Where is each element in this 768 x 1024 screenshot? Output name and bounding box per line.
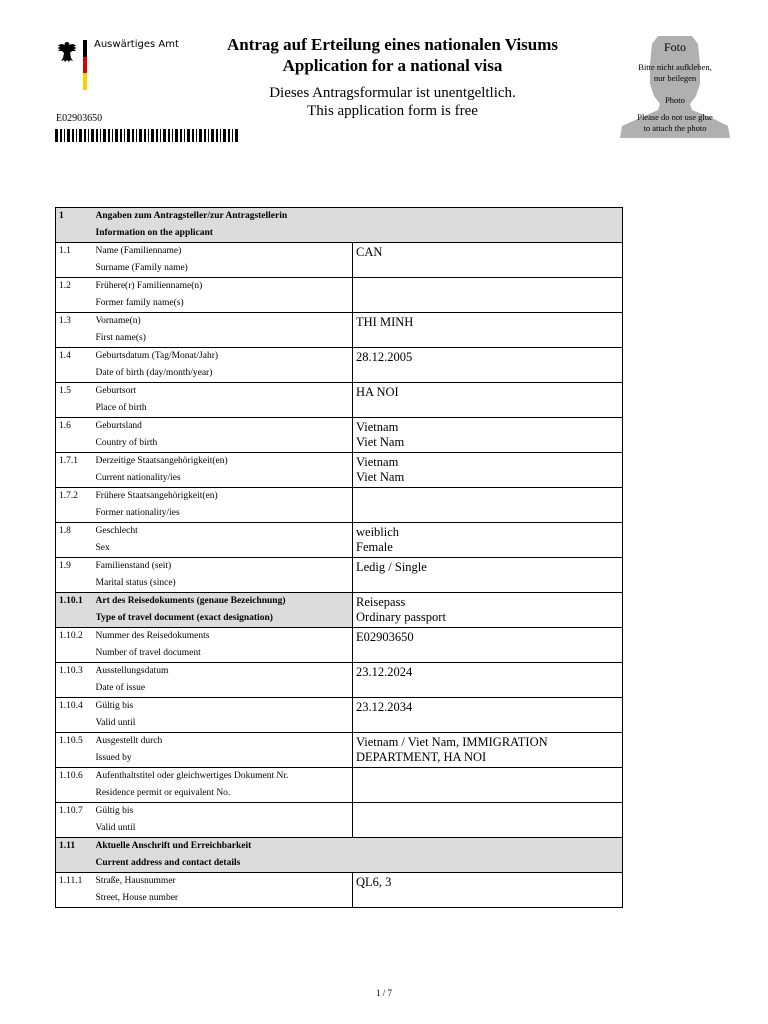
form-row-travel-document-number <box>56 628 623 663</box>
section-title-de: Aktuelle Anschrift und Erreichbarkeit <box>95 841 252 851</box>
field-number: 1.10.5 <box>56 733 93 768</box>
photo-note-en-line2: to attach the photo <box>643 123 707 133</box>
ministry-logo <box>56 38 196 98</box>
form-row-marital-status <box>56 558 623 593</box>
form-title <box>200 34 585 76</box>
field-label: Geburtsland Country of birth <box>93 418 353 453</box>
free-note-de: Dieses Antragsformular ist unentgeltlich. <box>269 85 516 101</box>
photo-note-de <box>610 62 740 84</box>
field-number: 1.10.7 <box>56 803 93 838</box>
field-number: 1.8 <box>56 523 93 558</box>
place-of-birth-value[interactable]: HA NOI <box>353 383 623 418</box>
section-header-1-11 <box>56 838 623 873</box>
field-label: Frühere Staatsangehörigkeit(en) Former nationality/ies <box>93 488 353 523</box>
field-number: 1.4 <box>56 348 93 383</box>
section-title-en: Current address and contact details <box>95 858 241 868</box>
field-label: Geburtsort Place of birth <box>93 383 353 418</box>
former-nationality-value[interactable] <box>353 488 623 523</box>
travel-document-number-value[interactable]: E02903650 <box>353 628 623 663</box>
photo-note-de-line2: nur beilegen <box>653 73 697 83</box>
free-note-en: This application form is free <box>307 103 478 119</box>
field-number: 1.10.4 <box>56 698 93 733</box>
free-of-charge-note <box>200 84 585 120</box>
residence-permit-valid-until-value[interactable] <box>353 803 623 838</box>
photo-note-de-line1: Bitte nicht aufkleben, <box>638 62 712 72</box>
field-label: Ausgestellt durch Issued by <box>93 733 353 768</box>
form-row-current-nationality <box>56 453 623 488</box>
field-number: 1.10.2 <box>56 628 93 663</box>
valid-until-value[interactable]: 23.12.2034 <box>353 698 623 733</box>
form-row-valid-until <box>56 698 623 733</box>
form-row-country-of-birth <box>56 418 623 453</box>
marital-status-value[interactable]: Ledig / Single <box>353 558 623 593</box>
photo-placeholder <box>620 34 730 139</box>
section-title-en: Information on the applicant <box>95 228 213 238</box>
field-number: 1.10.1 <box>56 593 93 628</box>
form-row-residence-permit-valid-until <box>56 803 623 838</box>
section-title <box>93 208 623 243</box>
field-label: Geschlecht Sex <box>93 523 353 558</box>
form-row-travel-document-type <box>56 593 623 628</box>
photo-title-en: Photo <box>665 95 685 105</box>
field-number: 1.7.2 <box>56 488 93 523</box>
document-number: E02903650 <box>56 113 103 124</box>
date-of-issue-value[interactable]: 23.12.2024 <box>353 663 623 698</box>
field-number: 1.9 <box>56 558 93 593</box>
field-number: 1.10.6 <box>56 768 93 803</box>
section-title-de: Angaben zum Antragsteller/zur Antragstellerin <box>95 211 288 221</box>
form-title-en: Application for a national visa <box>282 56 503 75</box>
german-flag-stripe <box>83 40 87 90</box>
field-label: Derzeitige Staatsangehörigkeit(en) Current nationality/ies <box>93 453 353 488</box>
form-row-date-of-issue <box>56 663 623 698</box>
field-label: Art des Reisedokuments (genaue Bezeichnung) Type of travel document (exact designation) <box>93 593 353 628</box>
applicant-information-table <box>55 207 623 908</box>
field-number: 1.7.1 <box>56 453 93 488</box>
photo-note-en <box>610 112 740 134</box>
field-label: Ausstellungsdatum Date of issue <box>93 663 353 698</box>
street-house-number-value[interactable]: QL6, 3 <box>353 873 623 908</box>
section-header-1 <box>56 208 623 243</box>
section-number: 1 <box>56 208 93 243</box>
field-label: Frühere(r) Familienname(n) Former family name(s) <box>93 278 353 313</box>
field-label: Familienstand (seit) Marital status (since) <box>93 558 353 593</box>
form-row-former-nationality <box>56 488 623 523</box>
form-row-sex <box>56 523 623 558</box>
field-label: Name (Familienname) Surname (Family name) <box>93 243 353 278</box>
sex-value[interactable]: weiblich Female <box>353 523 623 558</box>
section-title <box>93 838 623 873</box>
form-row-date-of-birth <box>56 348 623 383</box>
country-of-birth-value[interactable]: Vietnam Viet Nam <box>353 418 623 453</box>
barcode-image <box>55 129 240 142</box>
issued-by-value[interactable]: Vietnam / Viet Nam, IMMIGRATION DEPARTMENT, HA NOI <box>353 733 623 768</box>
photo-note-en-line1: Please do not use glue <box>637 112 713 122</box>
form-row-former-family-name <box>56 278 623 313</box>
section-number: 1.11 <box>56 838 93 873</box>
field-label: Geburtsdatum (Tag/Monat/Jahr) Date of birth (day/month/year) <box>93 348 353 383</box>
current-nationality-value[interactable]: Vietnam Viet Nam <box>353 453 623 488</box>
form-row-place-of-birth <box>56 383 623 418</box>
field-label: Gültig bis Valid until <box>93 803 353 838</box>
photo-title-de: Foto <box>663 40 686 54</box>
form-title-de: Antrag auf Erteilung eines nationalen Visums <box>226 35 559 54</box>
field-number: 1.2 <box>56 278 93 313</box>
travel-document-type-value[interactable]: Reisepass Ordinary passport <box>353 593 623 628</box>
form-row-residence-permit <box>56 768 623 803</box>
former-family-name-value[interactable] <box>353 278 623 313</box>
first-name-value[interactable]: THI MINH <box>353 313 623 348</box>
date-of-birth-value[interactable]: 28.12.2005 <box>353 348 623 383</box>
field-label: Vorname(n) First name(s) <box>93 313 353 348</box>
field-number: 1.1 <box>56 243 93 278</box>
field-label: Straße, Hausnummer Street, House number <box>93 873 353 908</box>
form-row-issued-by <box>56 733 623 768</box>
field-label: Nummer des Reisedokuments Number of travel document <box>93 628 353 663</box>
page-number: 1 / 7 <box>375 988 392 998</box>
residence-permit-value[interactable] <box>353 768 623 803</box>
federal-eagle-icon <box>56 40 78 64</box>
field-number: 1.6 <box>56 418 93 453</box>
field-number: 1.5 <box>56 383 93 418</box>
form-row-first-name <box>56 313 623 348</box>
field-number: 1.3 <box>56 313 93 348</box>
field-number: 1.10.3 <box>56 663 93 698</box>
field-number: 1.11.1 <box>56 873 93 908</box>
surname-value[interactable]: CAN <box>353 243 623 278</box>
form-row-street-house-number <box>56 873 623 908</box>
ministry-name: Auswärtiges Amt <box>94 39 179 50</box>
field-label: Gültig bis Valid until <box>93 698 353 733</box>
form-row-surname <box>56 243 623 278</box>
field-label: Aufenthaltstitel oder gleichwertiges Dokument Nr. Residence permit or equivalent No. <box>93 768 353 803</box>
